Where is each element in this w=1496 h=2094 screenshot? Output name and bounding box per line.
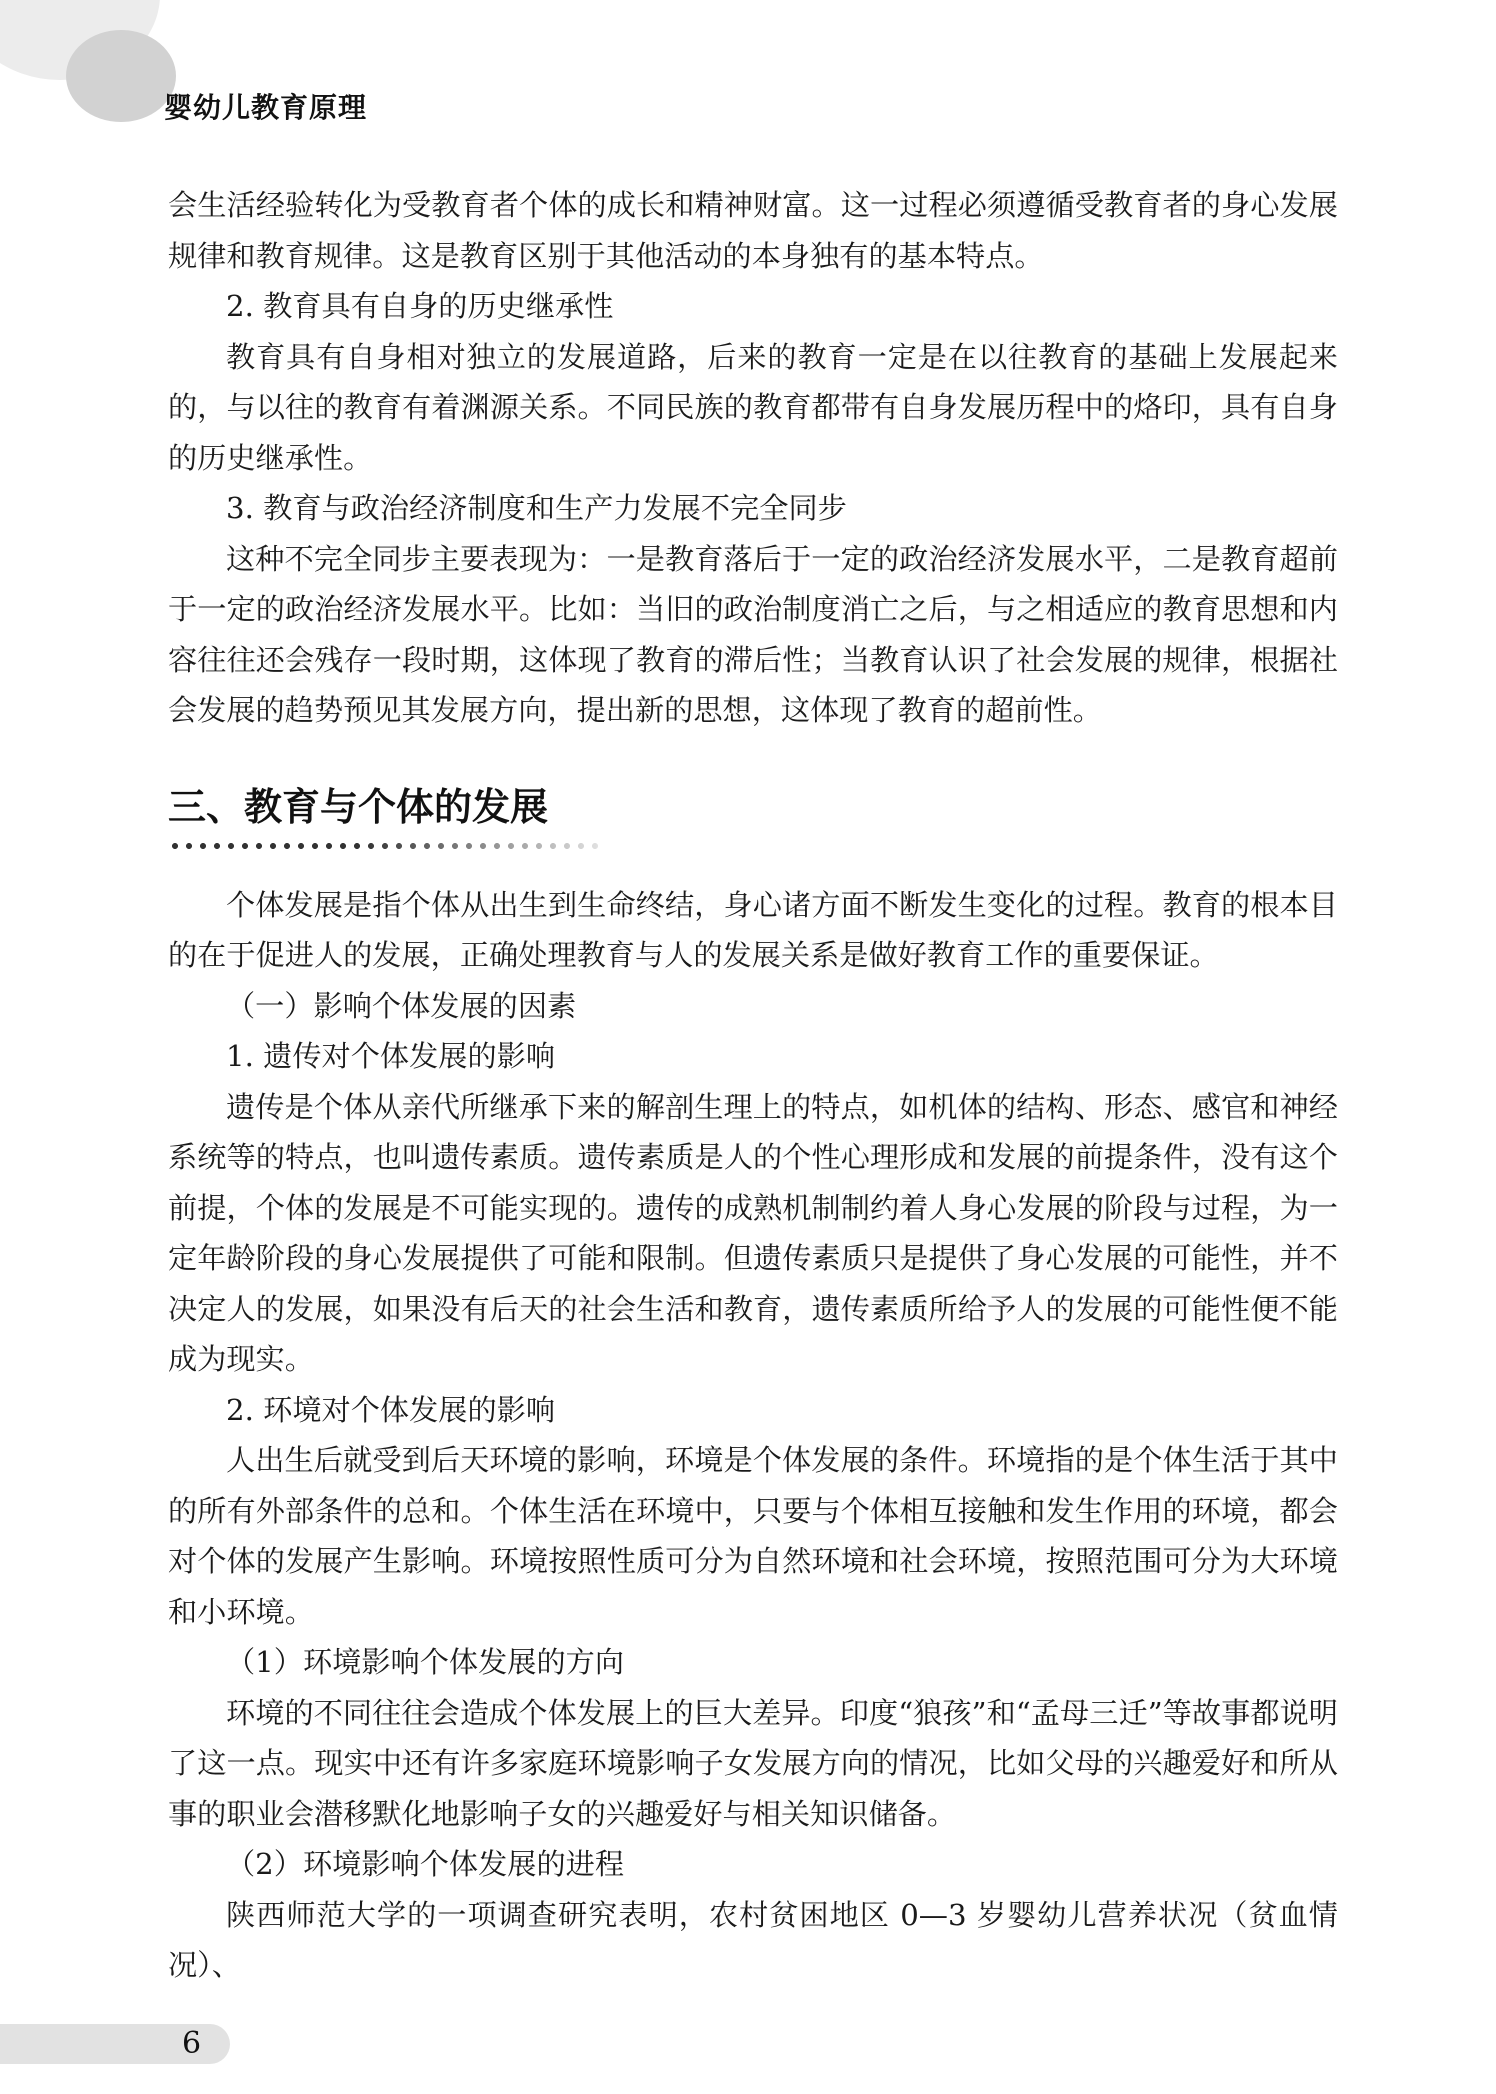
subheading: （1）环境影响个体发展的方向 <box>226 1645 625 1679</box>
paragraph: 遗传是个体从亲代所继承下来的解剖生理上的特点，如机体的结构、形态、感官和神经系统等的特点，也叫遗传素质。遗传素质是人的个性心理形成和发展的前提条件，没有这个前提，个体的发展是不可能实现的。遗传的成熟机制制约着人身心发展的阶段与过程，为一定年龄阶段的身心发展提供了可能和限制。但遗传素质只是提供了身心发展的可能性，并不决定人的发展，如果没有后天的社会生活和教育，遗传素质所给予人的发展的可能性便不能成为现实。 <box>168 1089 1338 1376</box>
paragraph: 这种不完全同步主要表现为：一是教育落后于一定的政治经济发展水平，二是教育超前于一定的政治经济发展水平。比如：当旧的政治制度消亡之后，与之相适应的教育思想和内容往往还会残存一段时期，这体现了教育的滞后性；当教育认识了社会发展的规律，根据社会发展的趋势预见其发展方向，提出新的思想，这体现了教育的超前性。 <box>168 541 1338 727</box>
section-heading: 三、教育与个体的发展 <box>168 784 549 829</box>
paragraph: 教育具有自身相对独立的发展道路，后来的教育一定是在以往教育的基础上发展起来的，与以往的教育有着渊源关系。不同民族的教育都带有自身发展历程中的烙印，具有自身的历史继承性。 <box>168 339 1338 475</box>
page-body <box>168 180 1338 1991</box>
dotted-divider <box>168 840 598 852</box>
paragraph: 环境的不同往往会造成个体发展上的巨大差异。印度“狼孩”和“孟母三迁”等故事都说明了这一点。现实中还有许多家庭环境影响子女发展方向的情况，比如父母的兴趣爱好和所从事的职业会潜移默化地影响子女的兴趣爱好与相关知识储备。 <box>168 1695 1338 1831</box>
paragraph: 陕西师范大学的一项调查研究表明，农村贫困地区 0—3 岁婴幼儿营养状况（贫血情况）、 <box>168 1897 1338 1982</box>
subheading: （一）影响个体发展的因素 <box>226 988 577 1023</box>
subheading: 2. 教育具有自身的历史继承性 <box>226 289 614 323</box>
running-header-book-title: 婴幼儿教育原理 <box>164 91 368 124</box>
page-number: 6 <box>182 2026 202 2061</box>
subheading: 3. 教育与政治经济制度和生产力发展不完全同步 <box>226 491 847 525</box>
paragraph: 会生活经验转化为受教育者个体的成长和精神财富。这一过程必须遵循受教育者的身心发展规律和教育规律。这是教育区别于其他活动的本身独有的基本特点。 <box>168 188 1338 273</box>
paragraph: 个体发展是指个体从出生到生命终结，身心诸方面不断发生变化的过程。教育的根本目的在于促进人的发展，正确处理教育与人的发展关系是做好教育工作的重要保证。 <box>168 887 1338 972</box>
subheading: 2. 环境对个体发展的影响 <box>226 1392 556 1427</box>
paragraph: 人出生后就受到后天环境的影响，环境是个体发展的条件。环境指的是个体生活于其中的所有外部条件的总和。个体生活在环境中，只要与个体相互接触和发生作用的环境，都会对个体的发展产生影响。环境按照性质可分为自然环境和社会环境，按照范围可分为大环境和小环境。 <box>168 1443 1338 1629</box>
subheading: （2）环境影响个体发展的进程 <box>226 1847 625 1881</box>
subheading: 1. 遗传对个体发展的影响 <box>226 1039 556 1073</box>
decorative-circle-small <box>66 30 176 122</box>
